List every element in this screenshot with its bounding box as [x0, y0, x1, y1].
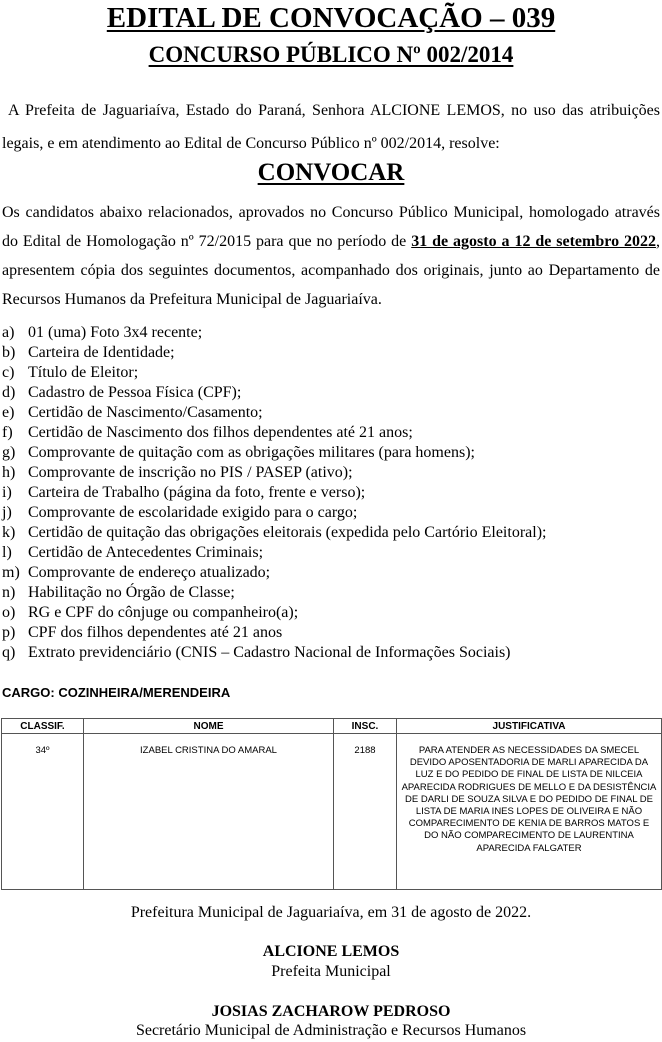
list-item — [2, 563, 660, 583]
list-marker: o) — [2, 604, 16, 621]
list-marker: d) — [2, 384, 16, 401]
list-marker: n) — [2, 584, 16, 601]
list-marker: m) — [2, 564, 20, 581]
list-marker: i) — [2, 484, 12, 501]
period-highlight: 31 de agosto a 12 de setembro 2022 — [411, 233, 656, 250]
list-item — [2, 643, 660, 663]
body-text-after: , apresentem cópia dos seguintes documentos, acompanhado dos originais, junto ao Departamento de Recursos Humanos da Prefeitura Municipal de Jaguariaíva. — [2, 233, 660, 308]
signer-secretary-name: JOSIAS ZACHAROW PEDROSO — [211, 1003, 451, 1020]
list-item-text: Comprovante de endereço atualizado; — [28, 564, 271, 581]
list-item — [2, 403, 660, 423]
list-marker: q) — [2, 644, 16, 661]
list-marker: g) — [2, 444, 16, 461]
list-item — [2, 483, 660, 503]
list-item-text: Carteira de Identidade; — [28, 344, 175, 361]
table-row — [2, 734, 662, 890]
list-marker: b) — [2, 344, 16, 361]
list-item-text: Comprovante de escolaridade exigido para o cargo; — [28, 504, 358, 521]
list-item-text: Certidão de Nascimento dos filhos dependentes até 21 anos; — [28, 424, 413, 441]
list-item-text: Certidão de Nascimento/Casamento; — [28, 404, 263, 421]
table-header-row — [2, 719, 662, 734]
documents-list — [2, 323, 660, 663]
cargo-label: CARGO: COZINHEIRA/MERENDEIRA — [2, 685, 231, 700]
list-item — [2, 543, 660, 563]
list-marker: f) — [2, 424, 13, 441]
list-item-text: Carteira de Trabalho (página da foto, frente e verso); — [28, 484, 366, 501]
list-item-text: Certidão de quitação das obrigações eleitorais (expedida pelo Cartório Eleitoral); — [28, 524, 547, 541]
signer-secretary-role: Secretário Municipal de Administração e Recursos Humanos — [135, 1022, 527, 1039]
list-item-text: Título de Eleitor; — [28, 364, 139, 381]
list-item-text: 01 (uma) Foto 3x4 recente; — [28, 324, 203, 341]
list-item-text: Certidão de Antecedentes Criminais; — [28, 544, 264, 561]
signer-mayor-role: Prefeita Municipal — [271, 963, 391, 980]
list-item-text: Habilitação no Órgão de Classe; — [28, 584, 235, 601]
list-item-text: CPF dos filhos dependentes até 21 anos — [28, 624, 283, 641]
cell-justificativa: PARA ATENDER AS NECESSIDADES DA SMECEL DEVIDO APOSENTADORIA DE MARLI APARECIDA DA LUZ E DO PEDIDO DE FINAL DE LISTA DE NILCEIA APARECIDA RODRIGUES DE MELLO E DA DESISTÊNCIA DE DARLI DE SOUZA SILVA E DO PEDIDO DE FINAL DE LISTA DE MARIA INES LOPES DE OLIVEIRA E NÃO COMPARECIMENTO DE KENIA DE BARROS MATOS E DO NÃO COMPARECIMENTO DE LAURENTINA APARECIDA FALGATER — [397, 734, 662, 890]
list-item — [2, 463, 660, 483]
signer-mayor-name: ALCIONE LEMOS — [262, 943, 400, 960]
list-item — [2, 623, 660, 643]
list-marker: c) — [2, 364, 15, 381]
list-item-text: Comprovante de inscrição no PIS / PASEP (ativo); — [28, 464, 353, 481]
cell-nome: IZABEL CRISTINA DO AMARAL — [84, 734, 334, 890]
list-marker: a) — [2, 324, 15, 341]
body-text-before: Os candidatos abaixo relacionados, aprovados no Concurso Público Municipal, homologado através do Edital de Homologação nº 72/2015 para que no período de — [2, 204, 660, 250]
list-item — [2, 603, 660, 623]
list-item — [2, 323, 660, 343]
candidates-table — [1, 718, 662, 890]
header-classif: CLASSIF. — [2, 719, 84, 734]
list-item — [2, 423, 660, 443]
cell-insc: 2188 — [334, 734, 397, 890]
list-marker: e) — [2, 404, 15, 421]
cell-classif: 34º — [2, 734, 84, 890]
list-item-text: RG e CPF do cônjuge ou companheiro(a); — [28, 604, 299, 621]
list-item — [2, 383, 660, 403]
list-marker: h) — [2, 464, 16, 481]
edital-title: EDITAL DE CONVOCAÇÃO – 039 — [106, 2, 556, 34]
list-item — [2, 363, 660, 383]
intro-paragraph: A Prefeita de Jaguariaíva, Estado do Paraná, Senhora ALCIONE LEMOS, no uso das atribuições legais, e em atendimento ao Edital de Concurso Público nº 002/2014, resolve: — [2, 102, 660, 152]
list-item — [2, 503, 660, 523]
list-item-text: Comprovante de quitação com as obrigações militares (para homens); — [28, 444, 475, 461]
list-marker: p) — [2, 624, 16, 641]
list-marker: j) — [2, 504, 12, 521]
list-item — [2, 583, 660, 603]
header-nome: NOME — [84, 719, 334, 734]
list-item — [2, 443, 660, 463]
list-marker: k) — [2, 524, 16, 541]
list-marker: l) — [2, 544, 12, 561]
header-justificativa: JUSTIFICATIVA — [397, 719, 662, 734]
list-item-text: Cadastro de Pessoa Física (CPF); — [28, 384, 242, 401]
header-insc: INSC. — [334, 719, 397, 734]
list-item — [2, 343, 660, 363]
body-paragraph — [2, 198, 660, 314]
list-item — [2, 523, 660, 543]
convocar-heading: CONVOCAR — [257, 159, 405, 186]
list-item-text: Extrato previdenciário (CNIS – Cadastro Nacional de Informações Sociais) — [28, 644, 511, 661]
place-date: Prefeitura Municipal de Jaguariaíva, em 31 de agosto de 2022. — [130, 904, 532, 921]
concurso-subtitle: CONCURSO PÚBLICO Nº 002/2014 — [148, 42, 514, 67]
